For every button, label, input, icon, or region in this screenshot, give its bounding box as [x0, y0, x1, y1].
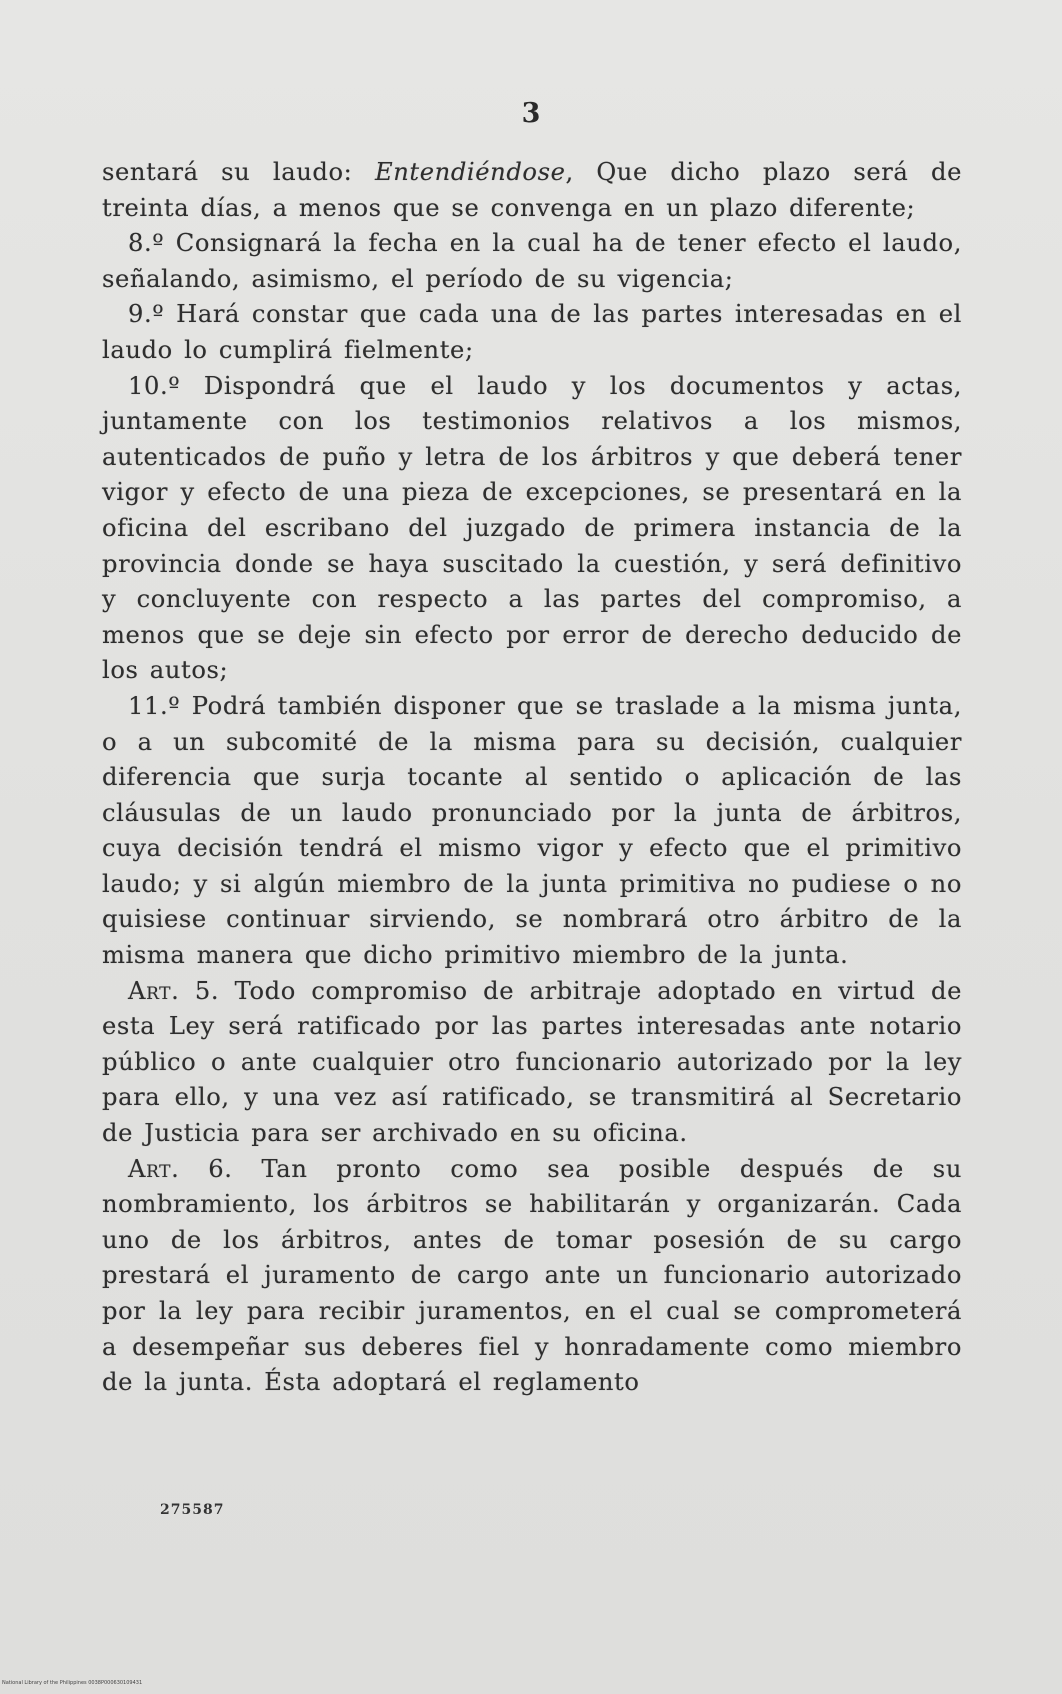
item-paragraph-11: 11.º Podrá también disponer que se traslade a la misma junta, o a un subcomité de la misma para su decisión, cualquier diferencia que surja tocante al sentido o aplicación de las cláusulas de un laudo pronunciado por la junta de árbitros, cuya decisión tendrá el mismo vigor y efecto que el primitivo laudo; y si algún miembro de la junta primitiva no pudiese o no quisiese continuar sirviendo, se nombrará otro árbitro de la misma manera que dicho primitivo miembro de la junta.	[102, 691, 962, 970]
page-number: 3	[521, 98, 541, 129]
article-6-label: Art. 6.	[128, 1154, 233, 1183]
article-5-label: Art. 5.	[128, 976, 220, 1005]
article-5-text: Todo compromiso de arbitraje adoptado en virtud de esta Ley será ratificado por las partes interesadas ante notario público o ante cualquier otro funcionario autorizado por la ley para ello, y una vez así ratificado, se transmitirá al Secretario de Justicia para ser archivado en su oficina.	[102, 976, 962, 1148]
footer-credit: National Library of the Philippines 0038P000630109431	[2, 1680, 143, 1686]
item-paragraph-9: 9.º Hará constar que cada una de las partes interesadas en el laudo lo cumplirá fielmente;	[102, 300, 962, 364]
continuation-text-before: sentará su laudo:	[102, 158, 375, 186]
continuation-paragraph	[102, 155, 962, 226]
continuation-text-after: , Que dicho plazo será de treinta días, a menos que se convenga en un plazo diferente;	[102, 158, 962, 222]
printer-mark: 275587	[160, 1502, 225, 1518]
continuation-emphasis: Entendiéndose	[374, 158, 566, 186]
body-text	[102, 155, 962, 1401]
article-6-paragraph	[102, 1152, 962, 1401]
item-paragraph-8: 8.º Consignará la fecha en la cual ha de tener efecto el laudo, señalando, asimismo, el período de su vigencia;	[102, 229, 962, 293]
item-paragraph-10: 10.º Dispondrá que el laudo y los documentos y actas, juntamente con los testimonios relativos a los mismos, autenticados de puño y letra de los árbitros y que deberá tener vigor y efecto de una pieza de excepciones, se presentará en la oficina del escribano del juzgado de primera instancia de la provincia donde se haya suscitado la cuestión, y será definitivo y concluyente con respecto a las partes del compromiso, a menos que se deje sin efecto por error de derecho deducido de los autos;	[102, 371, 962, 685]
article-6-text: Tan pronto como sea posible después de su nombramiento, los árbitros se habilitarán y organizarán. Cada uno de los árbitros, antes de tomar posesión de su cargo prestará el juramento de cargo ante un funcionario autorizado por la ley para recibir juramentos, en el cual se comprometerá a desempeñar sus deberes fiel y honradamente como miembro de la junta. Ésta adoptará el reglamento	[102, 1154, 962, 1397]
article-5-paragraph	[102, 974, 962, 1152]
